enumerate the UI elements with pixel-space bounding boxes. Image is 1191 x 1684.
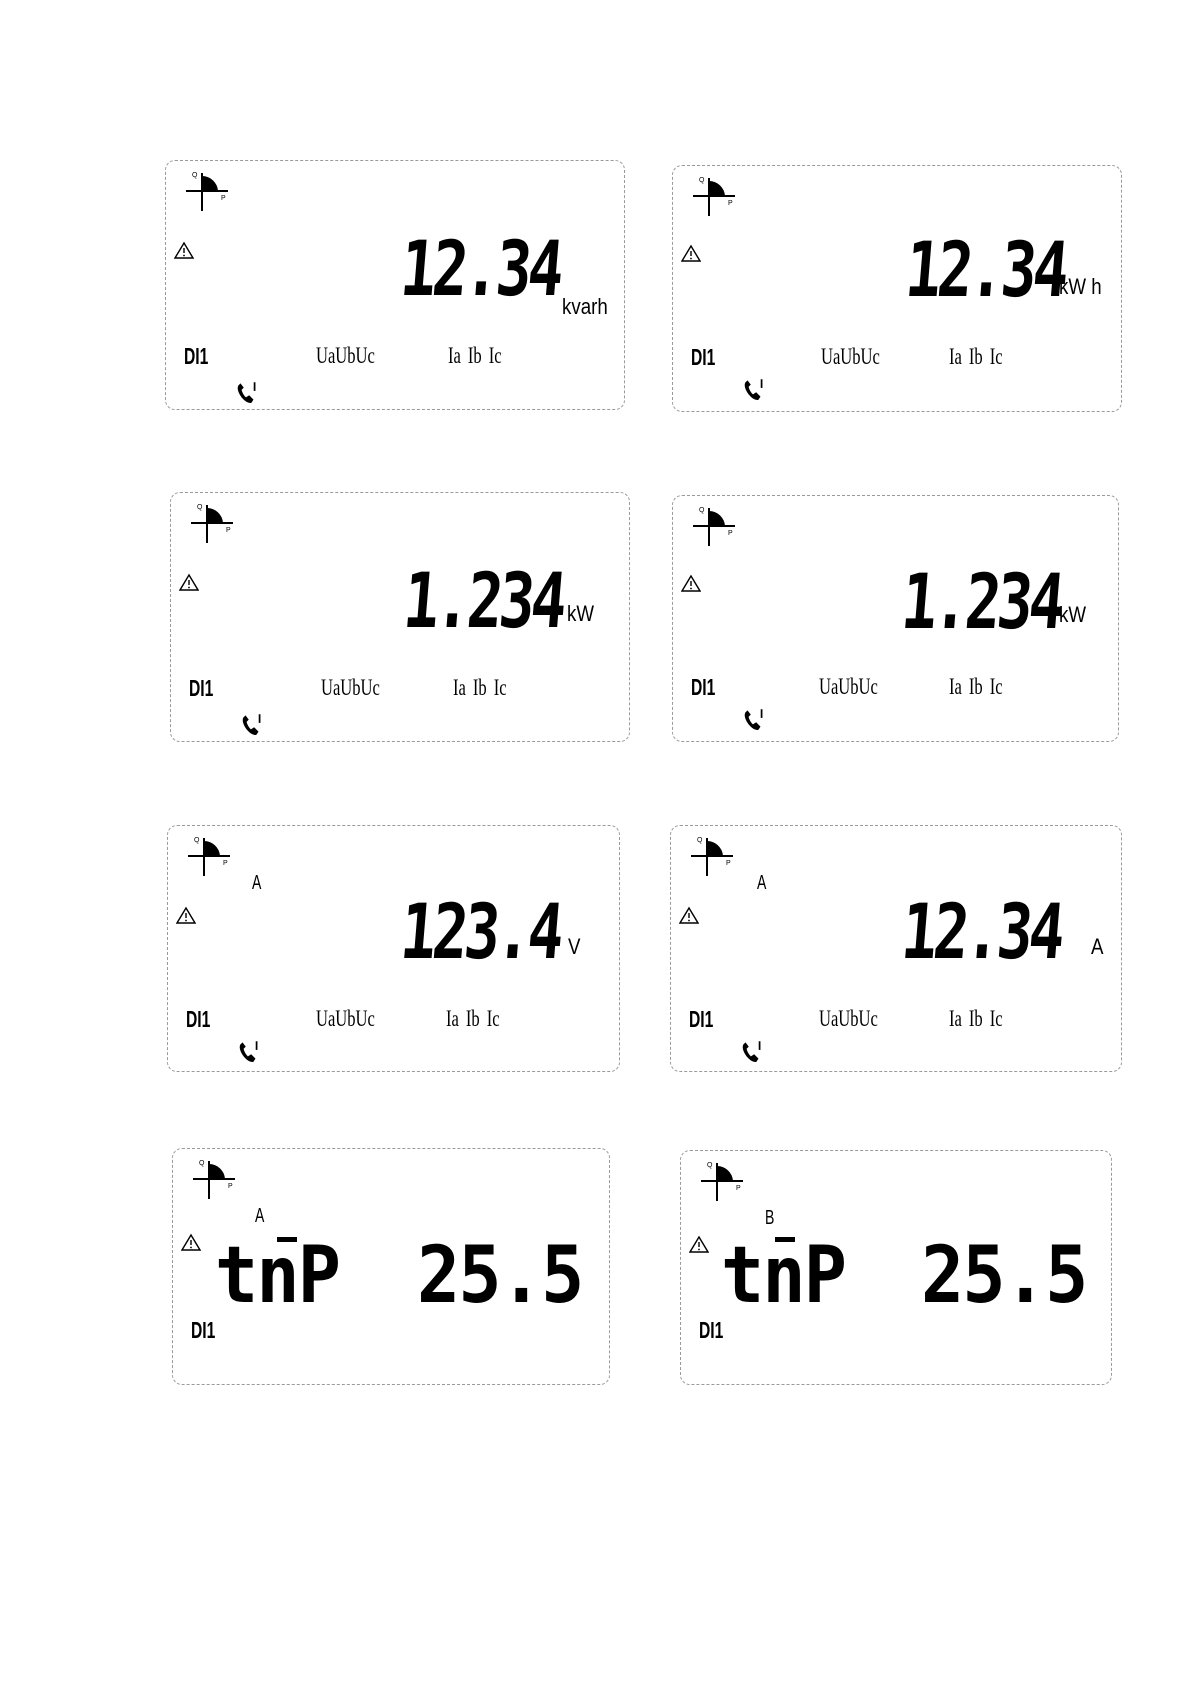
digital-input-label: DI1 (184, 343, 209, 369)
phone-icon (239, 711, 265, 737)
quadrant-pq-icon (689, 832, 735, 878)
digital-input-label: DI1 (691, 344, 716, 370)
voltage-phase-labels: UaUbUc (316, 1006, 375, 1031)
reading-display: 1.234 (400, 556, 567, 645)
quadrant-pq-icon (691, 172, 737, 218)
reading-display: 123.4 (397, 887, 564, 976)
unit-label: kW h (1059, 274, 1102, 299)
digital-input-label: DI1 (699, 1317, 724, 1343)
current-phase-labels: Ia Ib Ic (949, 344, 1003, 369)
voltage-phase-labels: UaUbUc (821, 344, 880, 369)
quadrant-pq-icon (691, 502, 737, 548)
warning-triangle-icon (179, 573, 199, 591)
unit-label: V (568, 934, 581, 959)
current-phase-labels: Ia Ib Ic (448, 343, 502, 368)
phase-indicator: A (252, 872, 262, 894)
current-phase-labels: Ia Ib Ic (949, 674, 1003, 699)
lcd-panel-2 (672, 165, 1122, 412)
digital-input-label: DI1 (191, 1317, 216, 1343)
phone-icon (741, 376, 767, 402)
phone-icon (741, 706, 767, 732)
phase-indicator: B (765, 1207, 775, 1229)
lcd-panel-5 (167, 825, 620, 1072)
phone-icon (234, 379, 260, 405)
digital-input-label: DI1 (689, 1006, 714, 1032)
warning-triangle-icon (689, 1235, 709, 1253)
digital-input-label: DI1 (186, 1006, 211, 1032)
warning-triangle-icon (181, 1233, 201, 1251)
unit-label: kW (1059, 602, 1087, 627)
reading-display: 25.5 (921, 1231, 1087, 1321)
unit-label: A (1091, 934, 1104, 959)
unit-label: kW (567, 601, 595, 626)
warning-triangle-icon (681, 574, 701, 592)
voltage-phase-labels: UaUbUc (316, 343, 375, 368)
phase-indicator: A (757, 872, 767, 894)
warning-triangle-icon (174, 241, 194, 259)
voltage-phase-labels: UaUbUc (819, 674, 878, 699)
current-phase-labels: Ia Ib Ic (453, 675, 507, 700)
current-phase-labels: Ia Ib Ic (949, 1006, 1003, 1031)
current-phase-labels: Ia Ib Ic (446, 1006, 500, 1031)
reading-display: 12.34 (898, 887, 1065, 976)
mode-display: tnP (215, 1231, 340, 1321)
lcd-panel-6 (670, 825, 1122, 1072)
voltage-phase-labels: UaUbUc (321, 675, 380, 700)
quadrant-pq-icon (189, 499, 235, 545)
voltage-phase-labels: UaUbUc (819, 1006, 878, 1031)
reading-display: 12.34 (397, 224, 564, 313)
quadrant-pq-icon (699, 1157, 745, 1203)
reading-display: 1.234 (898, 557, 1065, 646)
digital-input-label: DI1 (189, 675, 214, 701)
warning-triangle-icon (176, 906, 196, 924)
lcd-panel-4 (672, 495, 1119, 742)
lcd-panel-3 (170, 492, 630, 742)
lcd-panel-7 (172, 1148, 610, 1385)
quadrant-pq-icon (191, 1155, 237, 1201)
phone-icon (739, 1038, 765, 1064)
lcd-panel-1 (165, 160, 625, 410)
phase-indicator: A (255, 1205, 265, 1227)
phone-icon (236, 1038, 262, 1064)
reading-display: 25.5 (417, 1231, 583, 1321)
warning-triangle-icon (679, 906, 699, 924)
warning-triangle-icon (681, 244, 701, 262)
quadrant-pq-icon (184, 167, 230, 213)
lcd-panel-8 (680, 1150, 1112, 1385)
quadrant-pq-icon (186, 832, 232, 878)
digital-input-label: DI1 (691, 674, 716, 700)
unit-label: kvarh (562, 294, 608, 319)
reading-display: 12.34 (902, 225, 1069, 314)
mode-display: tnP (721, 1231, 846, 1321)
